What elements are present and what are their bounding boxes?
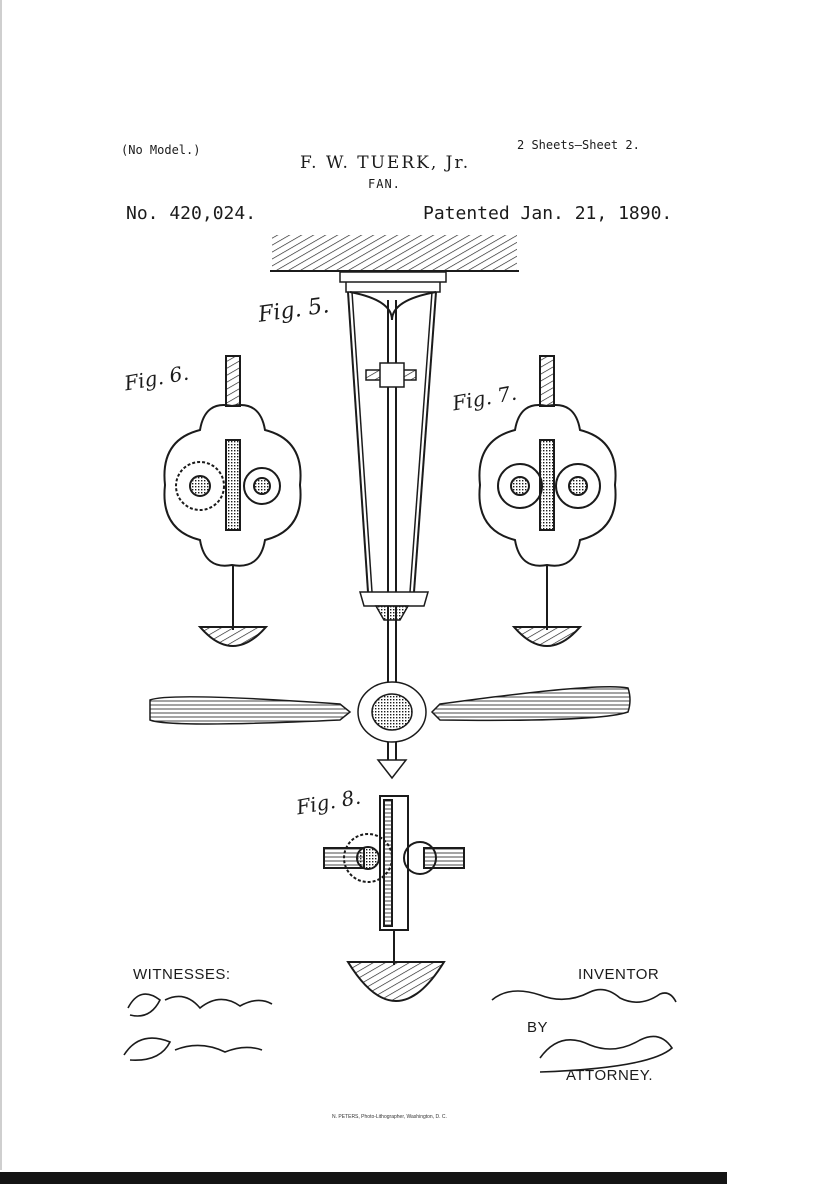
ceiling xyxy=(270,235,519,271)
inventor-name: F. W. TUERK, Jr. xyxy=(300,153,471,173)
printer-credit: N. PETERS, Photo-Lithographer, Washington, D. C. xyxy=(332,1114,447,1120)
model-note: (No Model.) xyxy=(121,143,201,157)
witnesses-label: WITNESSES: xyxy=(133,966,231,983)
patent-date: Patented Jan. 21, 1890. xyxy=(423,203,673,224)
fig8-gear-detail xyxy=(324,796,464,1001)
inventor-signatures xyxy=(492,990,676,1072)
patent-number: No. 420,024. xyxy=(126,203,257,224)
sheet-count: 2 Sheets—Sheet 2. xyxy=(517,138,640,152)
patent-title: FAN. xyxy=(368,177,401,191)
figure-label-5: Fig. 5. xyxy=(256,293,331,328)
figure-label-6: Fig. 6. xyxy=(122,360,191,396)
bottom-rule xyxy=(0,1172,727,1184)
witness-signatures xyxy=(124,994,272,1060)
by-label: BY xyxy=(527,1019,549,1036)
attorney-label: ATTORNEY. xyxy=(566,1067,654,1084)
inventor-label: INVENTOR xyxy=(578,966,660,983)
fig6-gear-housing xyxy=(164,356,300,646)
fan-blades xyxy=(150,682,630,778)
figure-label-7: Fig. 7. xyxy=(450,380,519,416)
figure-label-8: Fig. 8. xyxy=(294,784,363,820)
